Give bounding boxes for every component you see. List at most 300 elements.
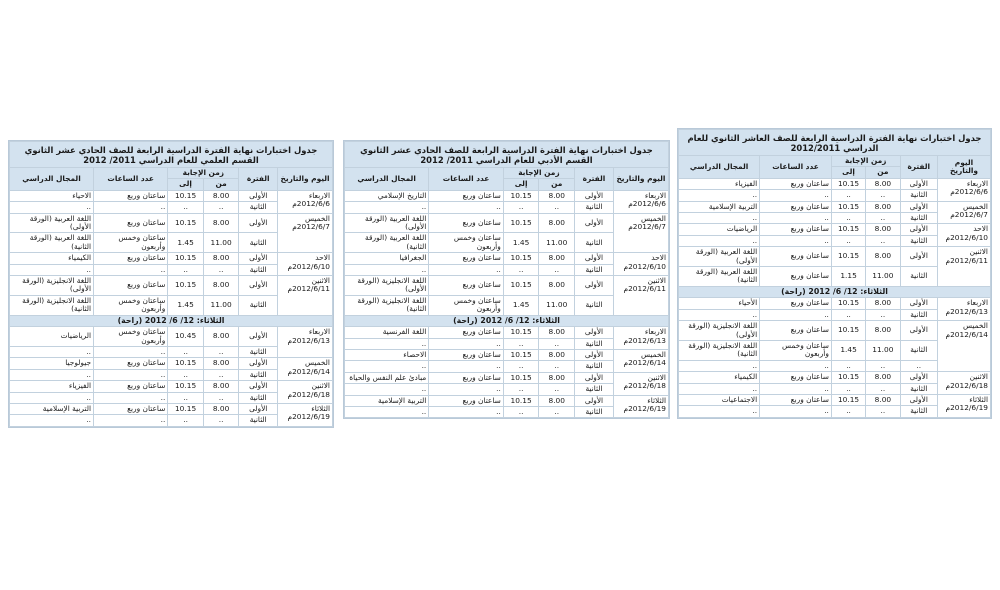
day-name: الخميس bbox=[304, 213, 330, 223]
day-date-cell bbox=[278, 253, 333, 276]
day-name: الاحد bbox=[315, 253, 330, 263]
day-name: الاثنين bbox=[969, 372, 988, 382]
hours-cell: ساعتان وخمس وأربعون bbox=[760, 340, 832, 360]
table-row bbox=[345, 213, 669, 233]
header-hours: عدد الساعات bbox=[760, 156, 832, 179]
hours-cell: ساعتان وربع bbox=[94, 358, 168, 369]
time-from-cell: 8.00 bbox=[866, 394, 900, 405]
period-cell: الأولى bbox=[239, 190, 278, 201]
time-from-cell: 8.00 bbox=[539, 276, 575, 296]
subject-cell: .. bbox=[345, 361, 429, 372]
time-to-cell: .. bbox=[831, 383, 865, 394]
table-row bbox=[345, 372, 669, 383]
hours-cell: ساعتان وخمس وأربعون bbox=[94, 327, 168, 347]
time-from-cell: .. bbox=[539, 338, 575, 349]
day-date-cell bbox=[278, 213, 333, 253]
exam-date: 2012/6/7م bbox=[950, 210, 988, 220]
time-from-cell: 11.00 bbox=[203, 233, 239, 253]
subject-cell: اللغة العربية (الورقة الأولى) bbox=[345, 213, 429, 233]
header-subject: المجال الدراسي bbox=[345, 168, 429, 191]
subject-cell: .. bbox=[679, 213, 760, 224]
hours-cell: ساعتان وخمس وأربعون bbox=[94, 233, 168, 253]
exam-date: 2012/6/18م bbox=[945, 380, 988, 390]
hours-cell: ساعتان وربع bbox=[760, 372, 832, 383]
exam-date: 2012/6/19م bbox=[287, 412, 330, 422]
hours-cell: .. bbox=[429, 361, 504, 372]
table-row bbox=[10, 381, 333, 392]
subject-cell: اللغة الانجليزية (الورقة الثانية) bbox=[10, 295, 94, 315]
day-date-cell bbox=[278, 327, 333, 358]
table-title bbox=[10, 142, 333, 168]
exam-table bbox=[678, 129, 991, 418]
period-cell: الأولى bbox=[239, 358, 278, 369]
period-cell: الأولى bbox=[900, 247, 937, 267]
time-to-cell: .. bbox=[503, 384, 539, 395]
time-from-cell: .. bbox=[203, 202, 239, 213]
period-cell: الأولى bbox=[900, 298, 937, 309]
time-from-cell: .. bbox=[866, 360, 900, 371]
header-answer-time: زمن الإجابة bbox=[168, 168, 239, 179]
hours-cell: ساعتان وربع bbox=[760, 224, 832, 235]
table-title-line: جدول اختبارات نهاية الفترة الدراسية الرابعة للصف الحادي عشر الثانوي bbox=[24, 145, 318, 155]
hours-cell: .. bbox=[760, 213, 832, 224]
hours-cell: ساعتان وربع bbox=[760, 394, 832, 405]
period-cell: الأولى bbox=[239, 213, 278, 233]
day-name: الاربعاء bbox=[644, 327, 666, 337]
subject-cell: .. bbox=[345, 338, 429, 349]
day-name: الخميس bbox=[640, 349, 666, 359]
time-to-cell: 10.15 bbox=[831, 321, 865, 341]
exam-date: 2012/6/18م bbox=[623, 381, 666, 391]
hours-cell: .. bbox=[760, 235, 832, 246]
period-cell: الثانية bbox=[239, 295, 278, 315]
subject-cell: .. bbox=[345, 264, 429, 275]
exam-date: 2012/6/14م bbox=[287, 366, 330, 376]
subject-cell: .. bbox=[10, 392, 94, 403]
day-name: الاثنين bbox=[647, 276, 666, 286]
subject-cell: الأحياء bbox=[679, 298, 760, 309]
time-to-cell: .. bbox=[503, 406, 539, 417]
hours-cell: ساعتان وربع bbox=[429, 190, 504, 201]
hours-cell: .. bbox=[760, 406, 832, 417]
table-row bbox=[10, 315, 333, 326]
subject-cell: .. bbox=[679, 406, 760, 417]
time-from-cell: 11.00 bbox=[539, 233, 575, 253]
exam-date: 2012/6/6م bbox=[292, 199, 330, 209]
period-cell: الثانية bbox=[239, 346, 278, 357]
hours-cell: ساعتان وخمس وأربعون bbox=[429, 295, 504, 315]
time-to-cell: .. bbox=[831, 235, 865, 246]
table-row bbox=[10, 403, 333, 414]
subject-cell: اللغة العربية (الورقة الأولى) bbox=[679, 247, 760, 267]
day-date-cell bbox=[278, 358, 333, 381]
table-row bbox=[679, 321, 991, 341]
subject-cell: .. bbox=[10, 346, 94, 357]
time-from-cell: .. bbox=[866, 406, 900, 417]
hours-cell: ساعتان وربع bbox=[760, 267, 832, 287]
table-row bbox=[679, 286, 991, 297]
time-to-cell: 10.15 bbox=[168, 381, 204, 392]
time-from-cell: 8.00 bbox=[539, 253, 575, 264]
time-from-cell: 8.00 bbox=[203, 381, 239, 392]
day-name: الاحد bbox=[651, 253, 666, 263]
time-to-cell: 10.15 bbox=[168, 403, 204, 414]
subject-cell: اللغة العربية (الورقة الثانية) bbox=[345, 233, 429, 253]
time-to-cell: 10.15 bbox=[503, 372, 539, 383]
subject-cell: التاريخ الإسلامي bbox=[345, 190, 429, 201]
day-date-cell bbox=[937, 247, 990, 287]
time-from-cell: .. bbox=[866, 383, 900, 394]
time-to-cell: .. bbox=[168, 202, 204, 213]
subject-cell: .. bbox=[10, 415, 94, 426]
day-date-cell bbox=[613, 253, 668, 276]
table-row bbox=[10, 276, 333, 296]
time-to-cell: .. bbox=[831, 360, 865, 371]
time-from-cell: .. bbox=[203, 415, 239, 426]
time-to-cell: 10.15 bbox=[168, 253, 204, 264]
period-cell: الأولى bbox=[575, 395, 614, 406]
time-to-cell: 1.45 bbox=[503, 233, 539, 253]
rest-day-row: الثلاثاء: 12/ 6/ 2012 (راحة) bbox=[10, 315, 333, 326]
hours-cell: ساعتان وربع bbox=[94, 253, 168, 264]
time-from-cell: 11.00 bbox=[539, 295, 575, 315]
hours-cell: ساعتان وربع bbox=[760, 298, 832, 309]
hours-cell: .. bbox=[94, 202, 168, 213]
header-from: من bbox=[539, 179, 575, 190]
time-to-cell: 10.15 bbox=[168, 358, 204, 369]
time-from-cell: 8.00 bbox=[203, 358, 239, 369]
time-to-cell: 1.15 bbox=[831, 267, 865, 287]
day-date-cell bbox=[613, 372, 668, 395]
subject-cell: جيولوجيا bbox=[10, 358, 94, 369]
period-cell: الثانية bbox=[239, 202, 278, 213]
time-from-cell: 8.00 bbox=[866, 224, 900, 235]
table-row bbox=[679, 201, 991, 212]
exam-date: 2012/6/6م bbox=[950, 187, 988, 197]
subject-cell: .. bbox=[345, 202, 429, 213]
day-name: الخميس bbox=[640, 213, 666, 223]
day-date-cell bbox=[613, 395, 668, 418]
period-cell: الأولى bbox=[900, 321, 937, 341]
header-to: إلى bbox=[168, 179, 204, 190]
day-date-cell bbox=[278, 190, 333, 213]
table-row bbox=[345, 395, 669, 406]
hours-cell: ساعتان وخمس وأربعون bbox=[429, 233, 504, 253]
subject-cell: .. bbox=[679, 360, 760, 371]
time-to-cell: .. bbox=[503, 338, 539, 349]
table-row bbox=[679, 298, 991, 309]
day-date-cell bbox=[278, 381, 333, 404]
time-from-cell: 8.00 bbox=[203, 276, 239, 296]
time-to-cell: 1.45 bbox=[168, 295, 204, 315]
period-cell: الثانية bbox=[575, 361, 614, 372]
exam-date: 2012/6/13م bbox=[287, 335, 330, 345]
schedule-table-grade-11-science bbox=[8, 140, 334, 428]
subject-cell: مبادئ علم النفس والحياة bbox=[345, 372, 429, 383]
hours-cell: ساعتان وربع bbox=[760, 321, 832, 341]
hours-cell: ساعتان وربع bbox=[429, 253, 504, 264]
hours-cell: ساعتان وربع bbox=[429, 276, 504, 296]
subject-cell: اللغة الانجليزية (الورقة الأولى) bbox=[10, 276, 94, 296]
table-title bbox=[679, 130, 991, 156]
period-cell: الأولى bbox=[575, 253, 614, 264]
time-from-cell: 11.00 bbox=[866, 267, 900, 287]
exam-date: 2012/6/14م bbox=[945, 329, 988, 339]
period-cell: الثانية bbox=[575, 264, 614, 275]
time-from-cell: 8.00 bbox=[539, 349, 575, 360]
table-row bbox=[679, 394, 991, 405]
period-cell: الثانية bbox=[900, 267, 937, 287]
time-from-cell: 8.00 bbox=[539, 395, 575, 406]
time-from-cell: .. bbox=[539, 406, 575, 417]
time-from-cell: .. bbox=[203, 346, 239, 357]
header-day: اليوم والتاريخ bbox=[278, 168, 333, 191]
time-from-cell: .. bbox=[866, 309, 900, 320]
exam-date: 2012/6/10م bbox=[945, 232, 988, 242]
time-from-cell: 8.00 bbox=[866, 298, 900, 309]
period-cell: الثانية bbox=[900, 406, 937, 417]
time-to-cell: .. bbox=[503, 202, 539, 213]
hours-cell: ساعتان وربع bbox=[94, 403, 168, 414]
time-to-cell: 10.15 bbox=[503, 253, 539, 264]
table-title bbox=[345, 142, 669, 168]
time-from-cell: 8.00 bbox=[539, 327, 575, 338]
time-to-cell: 10.15 bbox=[503, 276, 539, 296]
exam-date: 2012/6/10م bbox=[623, 261, 666, 271]
hours-cell: ساعتان وربع bbox=[429, 349, 504, 360]
header-answer-time: زمن الإجابة bbox=[503, 168, 574, 179]
header-subject: المجال الدراسي bbox=[679, 156, 760, 179]
header-to: إلى bbox=[831, 167, 865, 178]
time-to-cell: .. bbox=[831, 406, 865, 417]
time-to-cell: 10.15 bbox=[168, 213, 204, 233]
time-from-cell: .. bbox=[203, 392, 239, 403]
header-period: الفترة bbox=[575, 168, 614, 191]
subject-cell: اللغة الفرنسية bbox=[345, 327, 429, 338]
time-from-cell: .. bbox=[539, 384, 575, 395]
day-name: الاربعاء bbox=[966, 298, 988, 308]
hours-cell: ساعتان وربع bbox=[760, 201, 832, 212]
subject-cell: اللغة الانجليزية (الورقة الثانية) bbox=[345, 295, 429, 315]
hours-cell: .. bbox=[429, 338, 504, 349]
header-answer-time: زمن الإجابة bbox=[831, 156, 900, 167]
header-day: اليوم والتاريخ bbox=[613, 168, 668, 191]
day-date-cell bbox=[613, 276, 668, 316]
hours-cell: .. bbox=[760, 360, 832, 371]
period-cell: الأولى bbox=[575, 327, 614, 338]
table-row bbox=[345, 253, 669, 264]
time-to-cell: 10.15 bbox=[831, 298, 865, 309]
hours-cell: .. bbox=[429, 264, 504, 275]
hours-cell: ساعتان وربع bbox=[94, 381, 168, 392]
schedule-table-grade-10 bbox=[677, 128, 992, 419]
period-cell: الثانية bbox=[575, 338, 614, 349]
time-from-cell: .. bbox=[866, 213, 900, 224]
exam-date: 2012/6/6م bbox=[628, 199, 666, 209]
period-cell: الثانية bbox=[900, 309, 937, 320]
day-name: الخميس bbox=[962, 321, 988, 331]
period-cell: الثانية bbox=[575, 406, 614, 417]
rest-day-row: الثلاثاء: 12/ 6/ 2012 (راحة) bbox=[345, 315, 669, 326]
header-subject: المجال الدراسي bbox=[10, 168, 94, 191]
subject-cell: الرياضيات bbox=[679, 224, 760, 235]
hours-cell: .. bbox=[94, 392, 168, 403]
hours-cell: .. bbox=[760, 190, 832, 201]
hours-cell: ساعتان وربع bbox=[429, 327, 504, 338]
time-from-cell: 8.00 bbox=[203, 327, 239, 347]
exam-date: 2012/6/14م bbox=[623, 358, 666, 368]
period-cell: الأولى bbox=[900, 224, 937, 235]
hours-cell: .. bbox=[94, 264, 168, 275]
day-date-cell bbox=[937, 298, 990, 321]
hours-cell: ساعتان وربع bbox=[429, 395, 504, 406]
day-date-cell bbox=[937, 321, 990, 372]
time-to-cell: 10.15 bbox=[168, 190, 204, 201]
table-row bbox=[345, 276, 669, 296]
day-date-cell bbox=[937, 178, 990, 201]
exam-date: 2012/6/19م bbox=[623, 403, 666, 413]
period-cell: الثانية bbox=[239, 415, 278, 426]
time-to-cell: 1.45 bbox=[831, 340, 865, 360]
period-cell: الثانية bbox=[239, 392, 278, 403]
table-row bbox=[679, 178, 991, 189]
table-title-line: القسم الأدبي للعام الدراسي 2011/ 2012 bbox=[420, 155, 593, 165]
day-date-cell bbox=[937, 201, 990, 224]
exam-table bbox=[344, 141, 669, 418]
period-cell: الأولى bbox=[239, 276, 278, 296]
subject-cell: .. bbox=[345, 384, 429, 395]
time-from-cell: 8.00 bbox=[539, 190, 575, 201]
table-row bbox=[10, 327, 333, 347]
table-row bbox=[679, 372, 991, 383]
subject-cell: .. bbox=[679, 190, 760, 201]
time-to-cell: .. bbox=[168, 392, 204, 403]
subject-cell: اللغة العربية (الورقة الثانية) bbox=[10, 233, 94, 253]
period-cell: الثانية bbox=[239, 233, 278, 253]
subject-cell: الاحصاء bbox=[345, 349, 429, 360]
day-name: الثلاثاء bbox=[311, 403, 330, 413]
subject-cell: الاحياء bbox=[10, 190, 94, 201]
time-from-cell: 8.00 bbox=[866, 201, 900, 212]
day-date-cell bbox=[278, 403, 333, 426]
time-to-cell: .. bbox=[831, 190, 865, 201]
time-from-cell: .. bbox=[866, 235, 900, 246]
table-title-line: القسم العلمي للعام الدراسي 2011/ 2012 bbox=[83, 155, 259, 165]
table-title-line: جدول اختبارات نهاية الفترة الدراسية الرابعة للصف العاشر الثانوي للعام الدراسي 2012/2011 bbox=[687, 133, 982, 153]
time-to-cell: 10.15 bbox=[831, 394, 865, 405]
subject-cell: التربية الإسلامية bbox=[10, 403, 94, 414]
day-name: الاثنين bbox=[311, 381, 330, 391]
time-to-cell: 10.15 bbox=[503, 327, 539, 338]
table-row bbox=[679, 224, 991, 235]
time-to-cell: 10.15 bbox=[503, 213, 539, 233]
subject-cell: الاجتماعيات bbox=[679, 394, 760, 405]
time-to-cell: .. bbox=[168, 369, 204, 380]
exam-date: 2012/6/19م bbox=[945, 403, 988, 413]
period-cell: الثانية bbox=[900, 190, 937, 201]
subject-cell: الجغرافيا bbox=[345, 253, 429, 264]
subject-cell: .. bbox=[10, 202, 94, 213]
exam-date: 2012/6/11م bbox=[287, 284, 330, 294]
time-to-cell: 10.15 bbox=[831, 201, 865, 212]
period-cell: الأولى bbox=[239, 381, 278, 392]
rest-day-row: الثلاثاء: 12/ 6/ 2012 (راحة) bbox=[679, 286, 991, 297]
subject-cell: الكيمياء bbox=[679, 372, 760, 383]
time-from-cell: 8.00 bbox=[866, 247, 900, 267]
table-row bbox=[345, 190, 669, 201]
time-from-cell: 11.00 bbox=[866, 340, 900, 360]
time-from-cell: 8.00 bbox=[866, 372, 900, 383]
time-from-cell: .. bbox=[203, 264, 239, 275]
time-from-cell: .. bbox=[539, 361, 575, 372]
time-from-cell: 8.00 bbox=[203, 190, 239, 201]
period-cell: الأولى bbox=[900, 372, 937, 383]
time-to-cell: .. bbox=[503, 361, 539, 372]
hours-cell: ساعتان وربع bbox=[94, 213, 168, 233]
time-to-cell: 10.15 bbox=[831, 372, 865, 383]
day-name: الثلاثاء bbox=[647, 395, 666, 405]
day-name: الاربعاء bbox=[644, 190, 666, 200]
table-row bbox=[10, 190, 333, 201]
exam-date: 2012/6/13م bbox=[623, 335, 666, 345]
hours-cell: .. bbox=[760, 309, 832, 320]
period-cell: الأولى bbox=[575, 213, 614, 233]
time-to-cell: .. bbox=[168, 264, 204, 275]
day-name: الاثنين bbox=[647, 372, 666, 382]
day-date-cell bbox=[278, 276, 333, 316]
day-name: الاربعاء bbox=[966, 178, 988, 188]
day-name: الاربعاء bbox=[308, 327, 330, 337]
time-to-cell: .. bbox=[503, 264, 539, 275]
table-row bbox=[345, 327, 669, 338]
exam-date: 2012/6/7م bbox=[292, 222, 330, 232]
header-day: اليوم والتاريخ bbox=[937, 156, 990, 179]
day-name: الاحد bbox=[973, 224, 988, 234]
hours-cell: ساعتان وخمس وأربعون bbox=[94, 295, 168, 315]
hours-cell: .. bbox=[429, 406, 504, 417]
header-from: من bbox=[203, 179, 239, 190]
time-to-cell: 10.15 bbox=[503, 190, 539, 201]
table-title-line: جدول اختبارات نهاية الفترة الدراسية الرابعة للصف الحادي عشر الثانوي bbox=[360, 145, 653, 155]
subject-cell: .. bbox=[345, 406, 429, 417]
period-cell: الثانية bbox=[900, 235, 937, 246]
exam-date: 2012/6/11م bbox=[623, 284, 666, 294]
subject-cell: التربية الإسلامية bbox=[679, 201, 760, 212]
time-from-cell: .. bbox=[866, 190, 900, 201]
hours-cell: ساعتان وربع bbox=[429, 372, 504, 383]
period-cell: الأولى bbox=[239, 327, 278, 347]
period-cell: الأولى bbox=[575, 349, 614, 360]
time-to-cell: .. bbox=[168, 415, 204, 426]
day-name: الخميس bbox=[962, 201, 988, 211]
period-cell: الأولى bbox=[575, 276, 614, 296]
time-to-cell: .. bbox=[168, 346, 204, 357]
subject-cell: اللغة الانجليزية (الورقة الأولى) bbox=[679, 321, 760, 341]
period-cell: الثانية bbox=[239, 264, 278, 275]
hours-cell: .. bbox=[429, 384, 504, 395]
subject-cell: الفيزياء bbox=[679, 178, 760, 189]
subject-cell: اللغة العربية (الورقة الأولى) bbox=[10, 213, 94, 233]
time-from-cell: .. bbox=[539, 202, 575, 213]
period-cell: الأولى bbox=[575, 190, 614, 201]
hours-cell: .. bbox=[94, 415, 168, 426]
hours-cell: .. bbox=[94, 346, 168, 357]
subject-cell: .. bbox=[10, 369, 94, 380]
time-from-cell: 8.00 bbox=[539, 372, 575, 383]
table-row bbox=[10, 358, 333, 369]
period-cell: الأولى bbox=[900, 394, 937, 405]
schedule-table-grade-11-literary bbox=[343, 140, 670, 419]
